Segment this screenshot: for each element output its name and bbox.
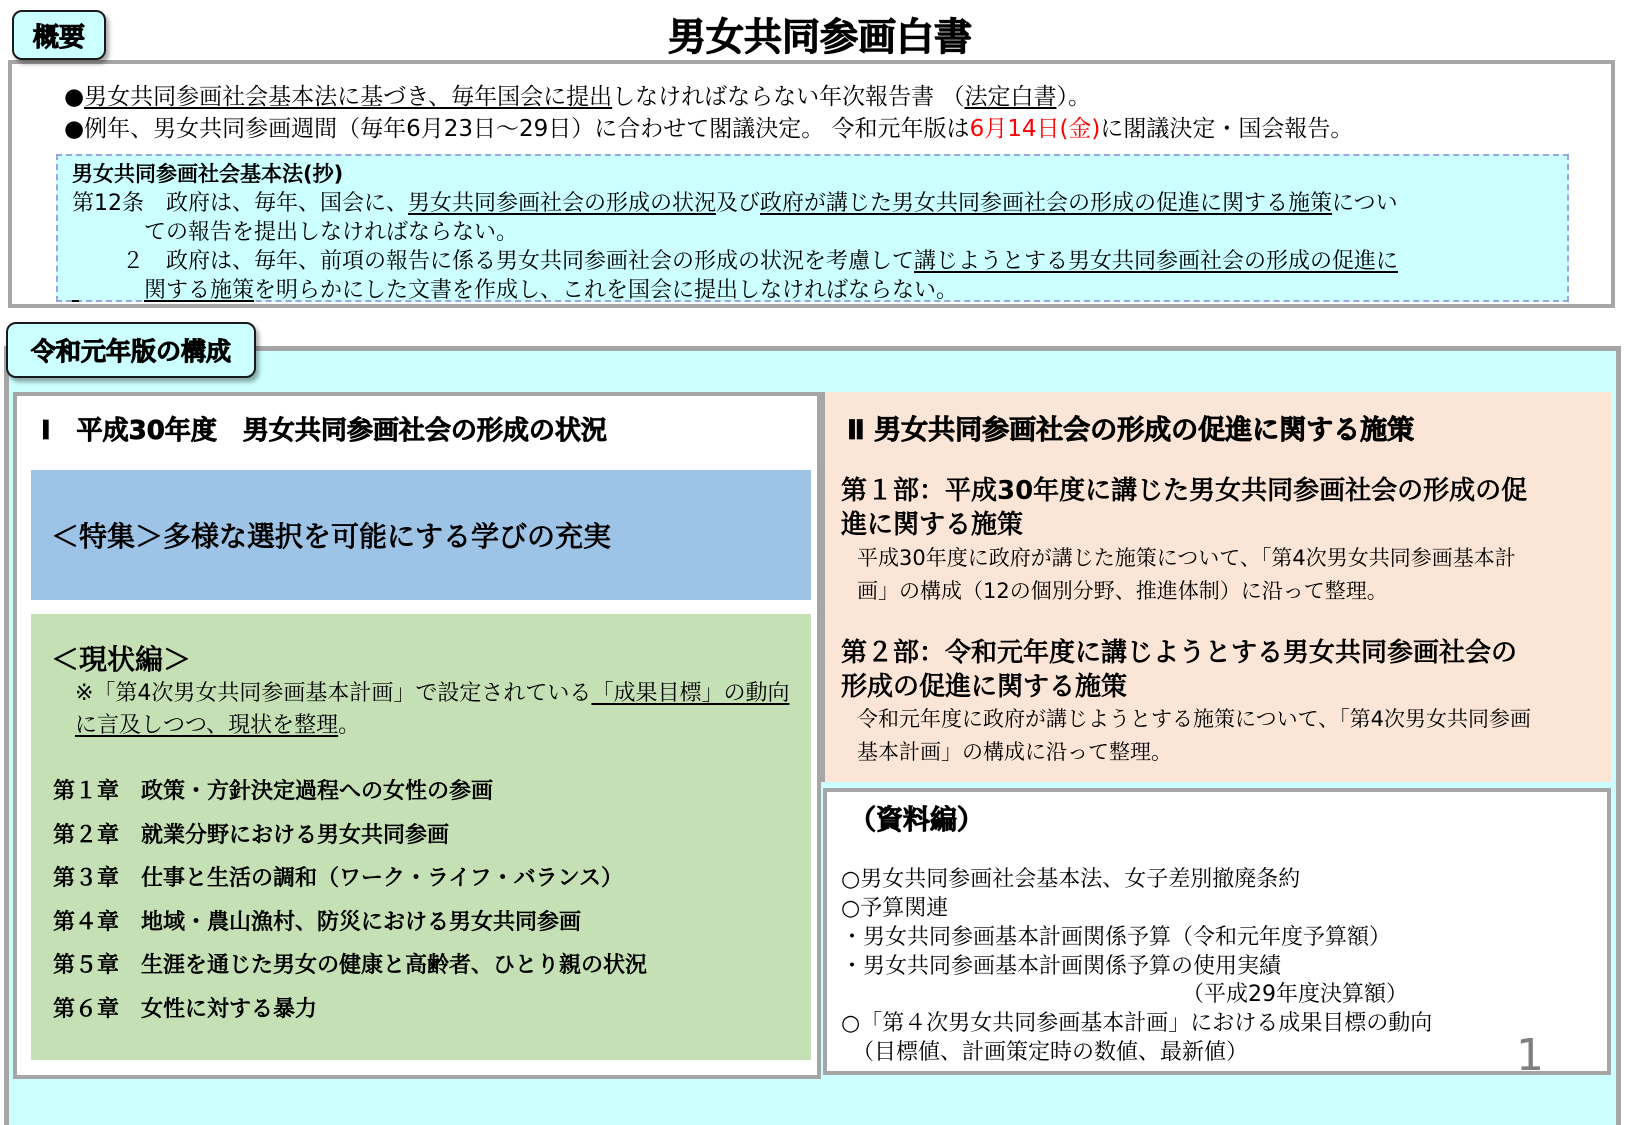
part-2-panel — [821, 392, 1611, 782]
composition-tab-label — [6, 322, 256, 378]
chapter-2: 第２章 就業分野における男女共同参画 — [53, 823, 450, 848]
bullet-icon: ● — [64, 84, 85, 110]
article-12 — [72, 189, 1553, 218]
part-1-heading: Ⅰ 平成30年度 男女共同参画社会の形成の状況 — [41, 416, 607, 446]
feature-title: ＜特集＞多様な選択を可能にする学びの充実 — [51, 520, 612, 553]
overview-tab-label — [12, 10, 106, 60]
law-excerpt-box — [56, 154, 1569, 302]
resource-line-5: （平成29年度決算額） — [841, 982, 1408, 1007]
paragraph-2-line-2 — [72, 276, 1553, 305]
status-note-text: ※「第4次男女共同参画基本計画」で設定されている — [75, 681, 592, 706]
bullet-1-end: ）。 — [1056, 84, 1091, 110]
resource-line-2: ○予算関連 — [841, 896, 949, 921]
composition-tab-text: 令和元年版の構成 — [30, 337, 231, 366]
overview-bullet-1 — [64, 78, 1091, 111]
chapter-3: 第３章 仕事と生活の調和（ワーク・ライフ・バランス） — [53, 866, 624, 891]
chapter-4: 第４章 地域・農山漁村、防災における男女共同参画 — [53, 910, 582, 935]
chapter-1: 第１章 政策・方針決定過程への女性の参画 — [53, 779, 494, 804]
bullet-1-text: しなければならない年次報告書 （ — [612, 84, 965, 110]
article-12-end: につい — [1332, 191, 1398, 216]
chapter-6: 第６章 女性に対する暴力 — [53, 997, 318, 1022]
paragraph-2-prefix: ２ 政府は、毎年、前項の報告に係る男女共同参画社会の形成の状況を考慮して — [122, 249, 915, 274]
resource-line-6: ○「第４次男女共同参画基本計画」における成果目標の動向 — [841, 1011, 1433, 1036]
part-2-heading: Ⅱ 男女共同参画社会の形成の促進に関する施策 — [847, 415, 1415, 446]
article-12-underlined-2: 政府が講じた男女共同参画社会の形成の促進に関する施策 — [760, 191, 1333, 216]
section-2-description: 令和元年度に政府が講じようとする施策について、「第4次男女共同参画基本計画」の構成に沿って整理。 — [857, 707, 1532, 764]
resource-line-1: ○男女共同参画社会基本法、女子差別撤廃条約 — [841, 867, 1301, 892]
bullet-1-statutory: 法定白書 — [964, 84, 1057, 110]
article-12-line-2: ての報告を提出しなければならない。 — [144, 220, 519, 245]
section-2-title: 第２部：令和元年度に講じようとする男女共同参画社会の形成の促進に関する施策 — [841, 638, 1518, 702]
overview-tab-text: 概要 — [32, 22, 85, 53]
page-title: 男女共同参画白書 — [667, 15, 972, 59]
resources-title: （資料編） — [849, 805, 984, 836]
paragraph-2-underlined-2: 関する施策 — [144, 278, 255, 303]
status-note-end: 。 — [338, 713, 361, 738]
article-12-prefix: 第12条 政府は、毎年、国会に、 — [72, 191, 408, 216]
current-status-note — [75, 678, 795, 742]
resource-line-4: ・男女共同参画基本計画関係予算の使用実績 — [841, 954, 1282, 979]
article-12-underlined-1: 男女共同参画社会の形成の状況 — [408, 191, 717, 216]
law-title: 男女共同参画社会基本法(抄) — [72, 162, 344, 186]
cabinet-decision-date: 6月14日(金) — [969, 116, 1101, 142]
overview-bullet-2 — [64, 110, 1353, 143]
section-1-description: 平成30年度に政府が講じた施策について、「第4次男女共同参画基本計画」の構成（12の個別分野、推進体制）に沿って整理。 — [857, 546, 1516, 603]
underline-indent — [72, 276, 144, 305]
part-1-panel — [13, 392, 821, 1079]
paragraph-2-end: を明らかにした文書を作成し、これを国会に提出しなければならない。 — [254, 278, 959, 303]
paragraph-2-underlined-1: 講じようとする男女共同参画社会の形成の促進に — [914, 249, 1399, 274]
status-note-underlined: 「成果目標」の動向に言及しつつ、現状を整理 — [75, 681, 790, 738]
bullet-icon: ● — [64, 116, 85, 142]
section-1-title: 第１部：平成30年度に講じた男女共同参画社会の形成の促進に関する施策 — [841, 476, 1528, 540]
resource-line-7: （目標値、計画策定時の数値、最新値） — [841, 1040, 1249, 1065]
bullet-1-underlined-text: 男女共同参画社会基本法に基づき、毎年国会に提出 — [84, 84, 613, 110]
paragraph-2 — [72, 247, 1553, 276]
overview-section — [8, 60, 1615, 308]
resources-panel — [823, 788, 1611, 1075]
current-status-box — [31, 614, 811, 1060]
chapter-5: 第５章 生涯を通じた男女の健康と高齢者、ひとり親の状況 — [53, 953, 648, 978]
page-number: 1 — [1516, 1030, 1544, 1081]
feature-box — [31, 470, 811, 600]
current-status-title: ＜現状編＞ — [51, 643, 192, 676]
bullet-2-end: に閣議決定・国会報告。 — [1100, 116, 1354, 142]
resource-line-3: ・男女共同参画基本計画関係予算（令和元年度予算額） — [841, 925, 1392, 950]
bullet-2-text: 例年、男女共同参画週間（毎年6月23日～29日）に合わせて閣議決定。 令和元年版は — [84, 116, 970, 142]
article-12-mid: 及び — [716, 191, 761, 216]
